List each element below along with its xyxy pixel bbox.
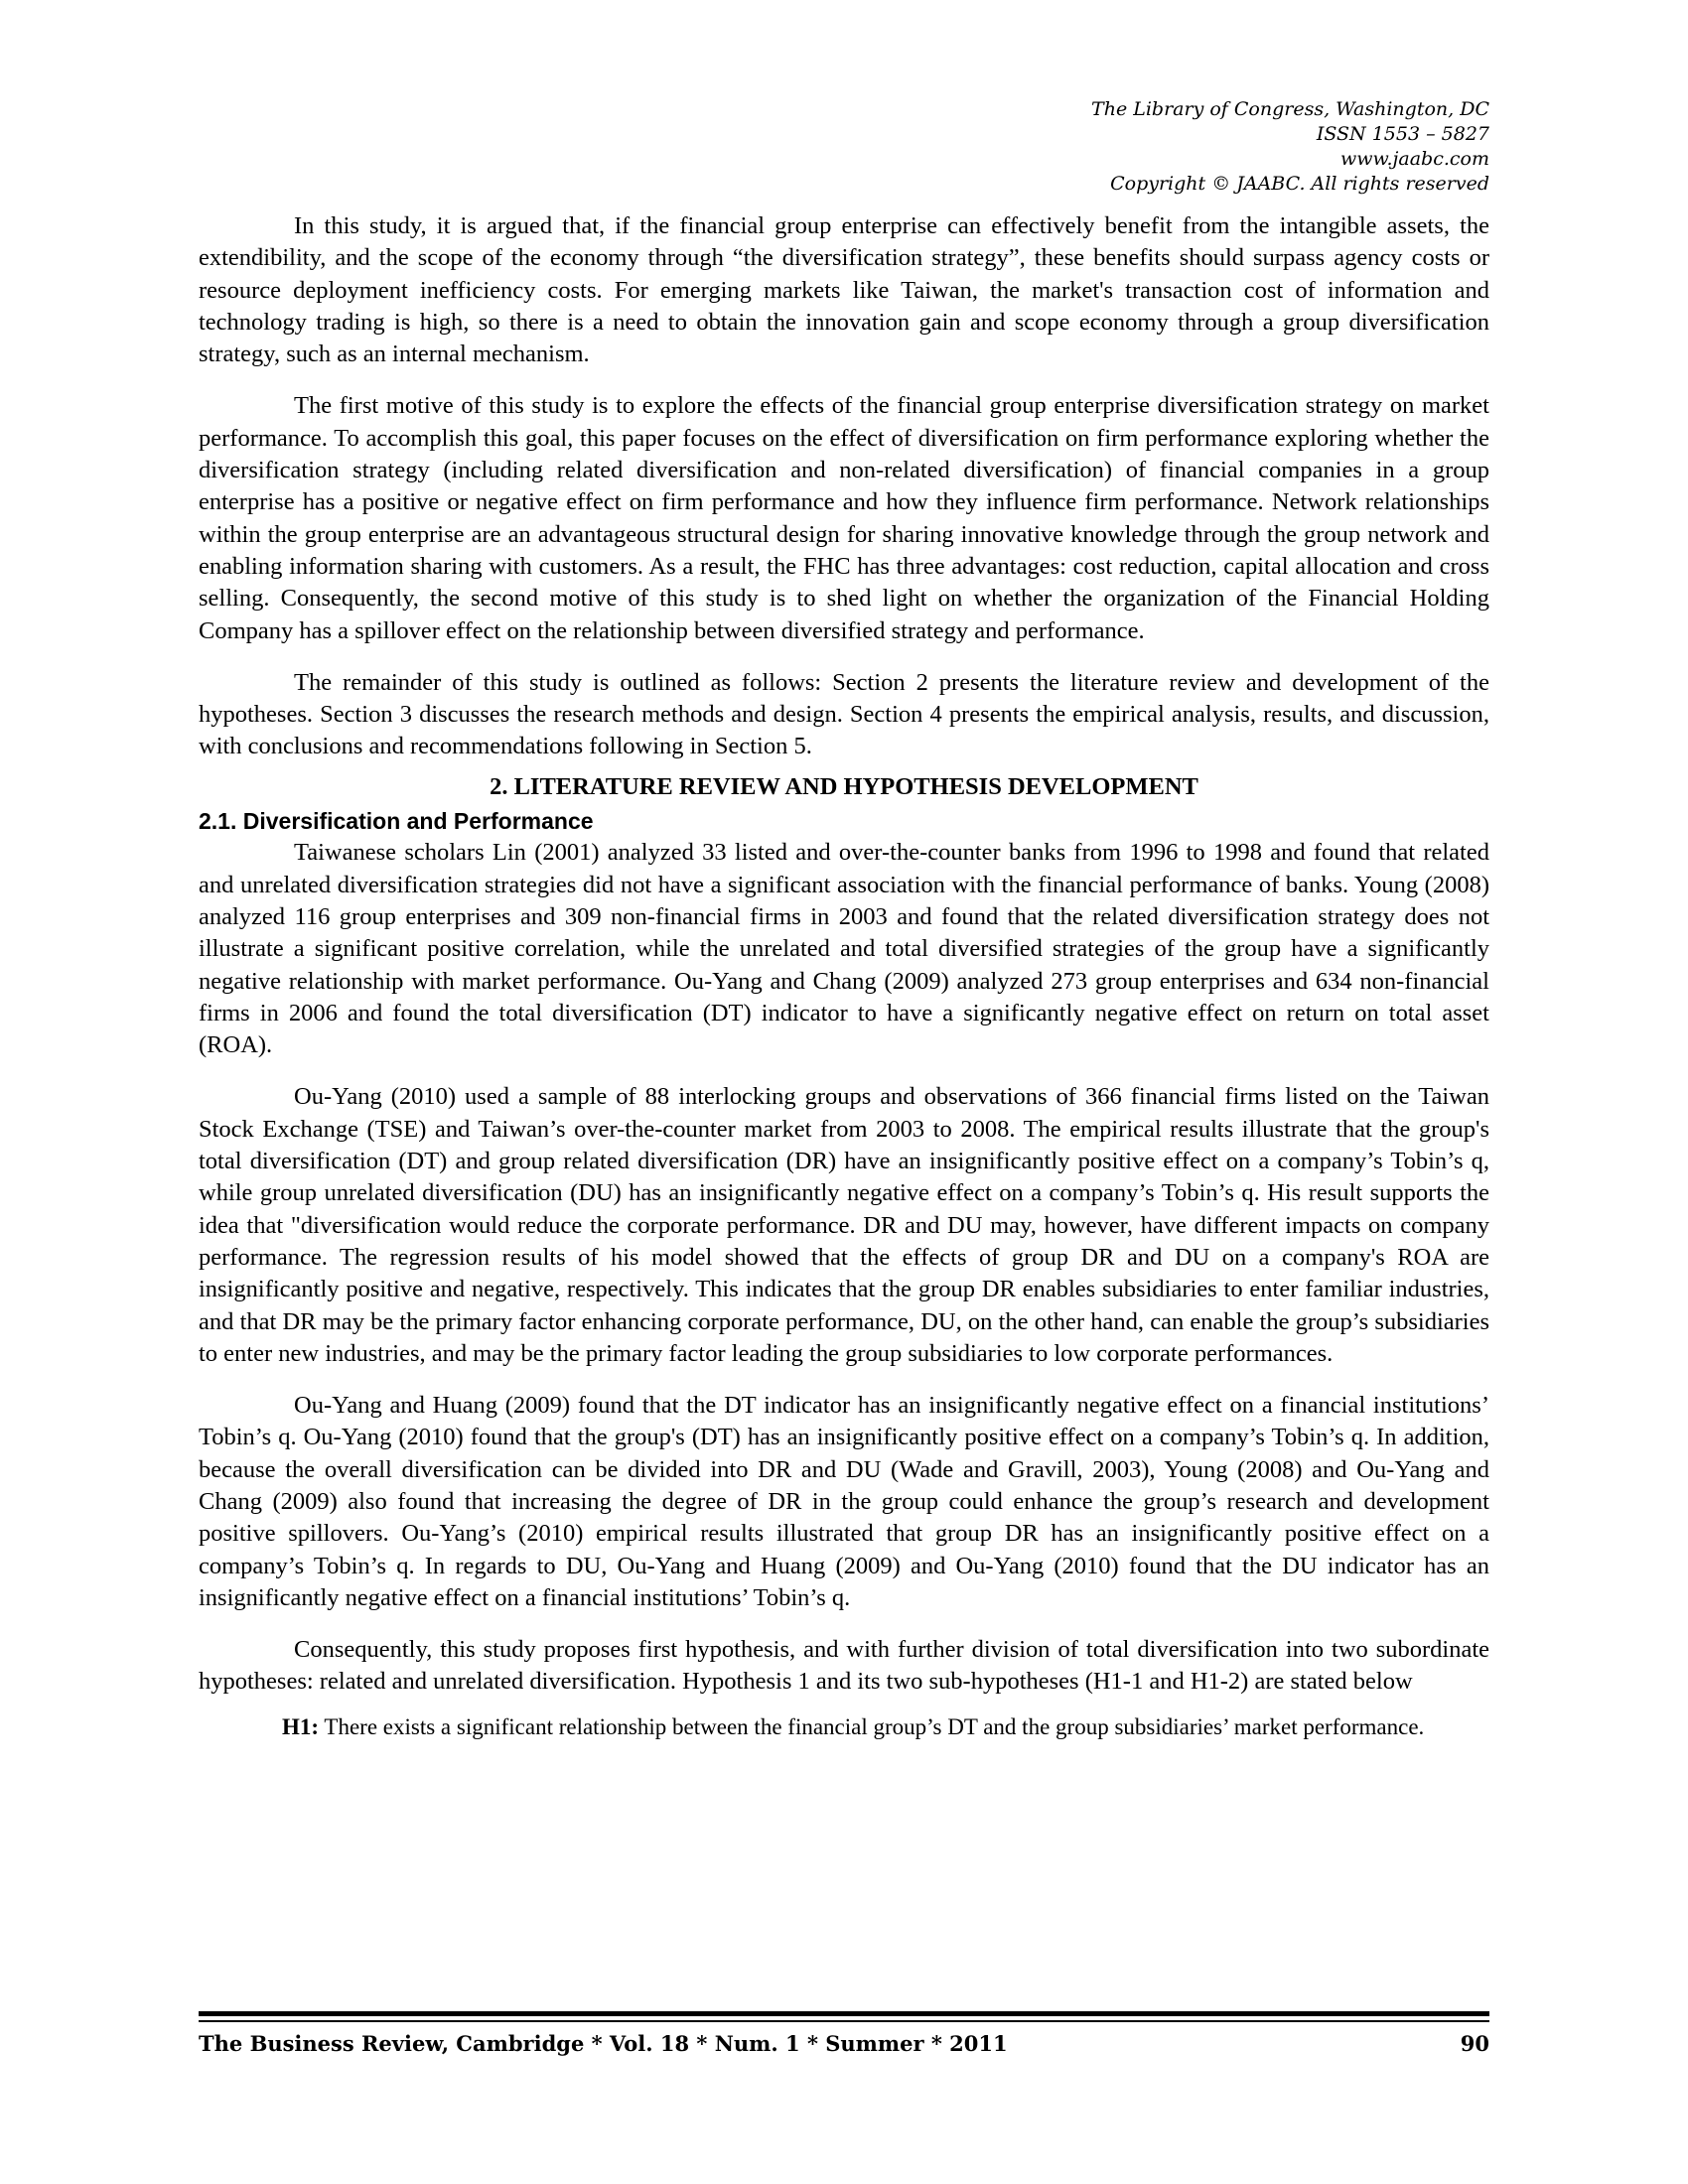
footer-journal-info: The Business Review, Cambridge * Vol. 18 * Num. 1 * Summer * 2011 [199,2031,1008,2056]
paragraph-intro-argument: In this study, it is argued that, if the financial group enterprise can effectively benefit from the intangible assets, the extendibility, and the scope of the economy through “the diversification strategy”, these benefits should surpass agency costs or resource deployment inefficiency costs. For emerging markets like Taiwan, the market's transaction cost of information and technology trading is high, so there is a need to obtain the innovation gain and scope economy through a group diversification strategy, such as an internal mechanism. [199,212,1489,368]
hypothesis-label: H1: [282,1713,320,1739]
header-line-issn: ISSN 1553 – 5827 [1316,123,1489,145]
paragraph-lit-review-1: Taiwanese scholars Lin (2001) analyzed 33 listed and over-the-counter banks from 1996 to 1998 and found that related and unrelated diversification strategies did not have a significant association with the financial performance of banks. Young (2008) analyzed 116 group enterprises and 309 non-financial firms in 2003 and found that the related diversification strategy does not illustrate a significant positive correlation, while the unrelated and total diversified strategies of the group have a significantly negative relationship with market performance. Ou-Yang and Chang (2009) analyzed 273 group enterprises and 634 non-financial firms in 2006 and found the total diversification (DT) indicator to have a significantly negative effect on return on total asset (ROA). [199,839,1489,1059]
header-line-copyright: Copyright © JAABC. All rights reserved [1110,173,1489,195]
subsection-heading: 2.1. Diversification and Performance [199,808,594,835]
paragraph-outline: The remainder of this study is outlined as follows: Section 2 presents the literature review and development of the hypotheses. Section 3 discusses the research methods and design. Section 4 presents the empirical analysis, results, and discussion, with conclusions and recommendations following in Section 5. [199,668,1489,760]
paragraph-motives: The first motive of this study is to explore the effects of the financial group enterprise diversification strategy on market performance. To accomplish this goal, this paper focuses on the effect of diversification on firm performance exploring whether the diversification strategy (including related diversification and non-related diversification) of financial companies in a group enterprise has a positive or negative effect on firm performance and how they influence firm performance. Network relationships within the group enterprise are an advantageous structural design for sharing innovative knowledge through the group network and enabling information sharing with customers. As a result, the FHC has three advantages: cost reduction, capital allocation and cross selling. Consequently, the second motive of this study is to shed light on whether the organization of the Financial Holding Company has a spillover effect on the relationship between diversified strategy and performance. [199,392,1489,644]
paragraph-hypothesis-intro: Consequently, this study proposes first hypothesis, and with further division of total diversification into two subordinate hypotheses: related and unrelated diversification. Hypothesis 1 and its two sub-hypotheses (H1-1 and H1-2) are stated below [199,1636,1489,1696]
journal-header [894,97,1489,197]
footer-rule-thin [199,2020,1489,2022]
footer-page-number: 90 [1460,2031,1489,2056]
header-line-library: The Library of Congress, Washington, DC [1091,98,1489,120]
hypothesis-h1 [199,1712,1489,1742]
paragraph-lit-review-2: Ou-Yang (2010) used a sample of 88 interlocking groups and observations of 366 financial firms listed on the Taiwan Stock Exchange (TSE) and Taiwan’s over-the-counter market from 2003 to 2008. The empirical results illustrate that the group's total diversification (DT) and group related diversification (DR) have an insignificantly positive effect on a company’s Tobin’s q, while group unrelated diversification (DU) has an insignificantly negative effect on a company’s Tobin’s q. His result supports the idea that "diversification would reduce the corporate performance. DR and DU may, however, have different impacts on company performance. The regression results of his model showed that the effects of group DR and DU on a company's ROA are insignificantly positive and negative, respectively. This indicates that the group DR enables subsidiaries to enter familiar industries, and that DR may be the primary factor enhancing corporate performance, DU, on the other hand, can enable the group’s subsidiaries to enter new industries, and may be the primary factor leading the group subsidiaries to low corporate performances. [199,1083,1489,1367]
section-heading: 2. LITERATURE REVIEW AND HYPOTHESIS DEVELOPMENT [490,772,1198,800]
hypothesis-text: There exists a significant relationship between the financial group’s DT and the group subsidiaries’ market performance. [324,1713,1425,1739]
paragraph-lit-review-3: Ou-Yang and Huang (2009) found that the DT indicator has an insignificantly negative effect on a financial institutions’ Tobin’s q. Ou-Yang (2010) found that the group's (DT) has an insignificantly positive effect on a company’s Tobin’s q. In addition, because the overall diversification can be divided into DR and DU (Wade and Gravill, 2003), Young (2008) and Ou-Yang and Chang (2009) also found that increasing the degree of DR in the group could enhance the group’s research and development positive spillovers. Ou-Yang’s (2010) empirical results illustrated that group DR has an insignificantly positive effect on a company’s Tobin’s q. In regards to DU, Ou-Yang and Huang (2009) and Ou-Yang (2010) found that the DU indicator has an insignificantly negative effect on a financial institutions’ Tobin’s q. [199,1392,1489,1611]
article-body [199,210,1489,1742]
header-line-website: www.jaabc.com [1339,148,1489,170]
footer-rule-thick [199,2011,1489,2016]
